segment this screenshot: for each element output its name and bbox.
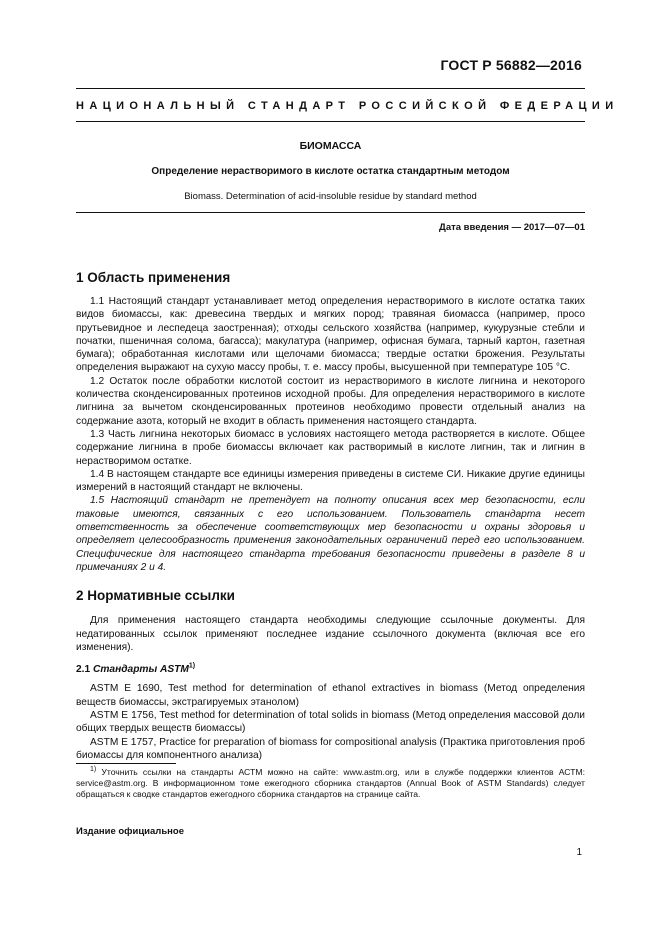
footnote-rule — [76, 763, 176, 764]
paragraph-1-3: 1.3 Часть лигнина некоторых биомасс в условиях настоящего метода растворяется в кислоте. Общее содержание лигнина в пробе биомассы включает как растворимый в кислоте лигнин, так и лигнин в нерастворимом остатке. — [76, 428, 585, 467]
paragraph-1-4: 1.4 В настоящем стандарте все единицы измерения приведены в системе СИ. Никакие другие единицы измерений в настоящий стандарт не включены. — [76, 468, 585, 494]
footnote — [76, 767, 585, 801]
header-rule-top — [76, 88, 585, 89]
reference-item: ASTM E 1690, Test method for determination of ethanol extractives in biomass (Метод определения веществ биомассы, экстрагируемых этанолом) — [76, 683, 585, 708]
footnote-marker: 1) — [90, 766, 97, 774]
section-1-heading: 1 Область применения — [76, 270, 231, 285]
subsection-title: Стандарты ASTM — [93, 664, 189, 676]
title-english: Biomass. Determination of acid-insoluble residue by standard method — [184, 191, 477, 202]
paragraph-1-5: 1.5 Настоящий стандарт не претендует на полноту описания всех мер безопасности, если таковые имеются, связанных с его использованием. Пользователь стандарта несет ответственность за обеспечение соответствующих мер безопасности и охраны здоровья и определяет целесообразность применения законодательных ограничений перед его использованием. Специфические для настоящего стандарта требования безопасности приведены в разделе 8 и примечаниях 2 и 4. — [76, 495, 585, 573]
title-subtitle: Определение нерастворимого в кислоте остатка стандартным методом — [151, 166, 510, 177]
official-edition-label: Издание официальное — [76, 826, 184, 837]
standard-id: ГОСТ Р 56882—2016 — [440, 57, 582, 73]
paragraph-2-intro: Для применения настоящего стандарта необходимы следующие ссылочные документы. Для недатированных ссылок применяют последнее издание ссылочного документа (включая все его изменения). — [76, 615, 585, 653]
page-number: 1 — [576, 847, 582, 858]
introduction-date: Дата введения — 2017—07—01 — [439, 222, 585, 233]
title-main: БИОМАССА — [299, 140, 362, 152]
national-standard-banner: НАЦИОНАЛЬНЫЙ СТАНДАРТ РОССИЙСКОЙ ФЕДЕРАЦИИ — [76, 100, 619, 112]
subsection-2-1-heading — [76, 663, 585, 676]
paragraph-1-1: 1.1 Настоящий стандарт устанавливает метод определения нерастворимого в кислоте остатка таких видов биомассы, как: древесина твердых и мягких пород; травяная биомасса (например, просо прутьевидное и леспедеца заостренная); отходы сельского хозяйства (например, кукурузные стебли и початки, пшеничная солома, багасса); макулатура (например, офисная бумага, тарный картон, газетная бумага); обработанная кислотами или щелочами биомасса; твердые остатки брожения. Результаты определения выражают на сухую массу пробы, т. е. массу пробы, высушенной при температуре 105 °С. — [76, 296, 585, 374]
header-rule-bottom — [76, 121, 585, 122]
reference-item: ASTM E 1757, Practice for preparation of biomass for compositional analysis (Практика приготовления проб биомассы для компонентного анализа) — [76, 736, 585, 761]
paragraph-1-2: 1.2 Остаток после обработки кислотой состоит из нерастворимого в кислоте лигнина и некоторого количества сконденсированных протеинов исходной пробы. Для определения нерастворимого в кислоте лигнина за вычетом сконденсированных протеинов необходимо провести отдельный анализ на содержание азота, который не входит в область применения настоящего стандарта. — [76, 375, 585, 427]
subsection-number: 2.1 — [76, 664, 91, 676]
title-rule — [76, 212, 585, 213]
main-content — [76, 270, 585, 762]
footnote-text: Уточнить ссылки на стандарты АСТМ можно на сайте: www.astm.org, или в службе поддержки клиентов АСТМ: service@astm.org. В информационном томе ежегодного сборника стандартов (Annual Book of ASTM Standards) следует обращаться к сводке стандартов ежегодного сборника стандартов на странице сайта. — [76, 767, 585, 800]
footnote-ref: 1) — [188, 662, 196, 670]
section-2-heading: 2 Нормативные ссылки — [76, 588, 235, 604]
reference-item: ASTM E 1756, Test method for determination of total solids in biomass (Метод определения массовой доли общих твердых веществ биомассы) — [76, 710, 585, 735]
